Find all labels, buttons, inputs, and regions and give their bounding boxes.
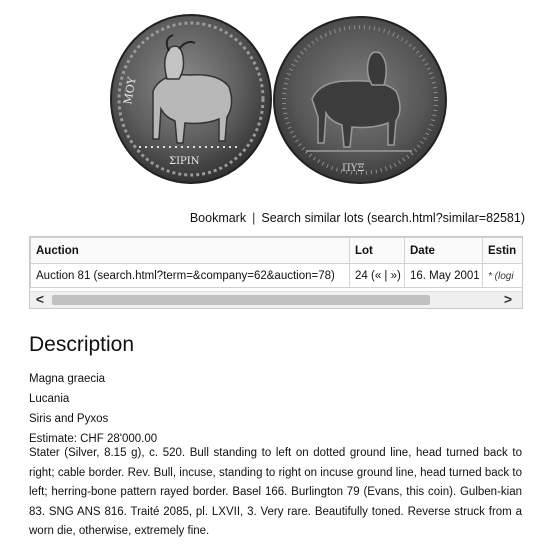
lot-actions bbox=[0, 211, 525, 225]
cell-date: 16. May 2001 bbox=[405, 264, 483, 288]
lot-table bbox=[30, 237, 523, 288]
description-area: Lucania bbox=[29, 393, 70, 405]
scroll-right-icon[interactable]: > bbox=[503, 291, 513, 307]
header-date[interactable]: Date bbox=[405, 238, 483, 264]
estimate-value[interactable]: * (logi bbox=[488, 270, 514, 282]
cell-estimate bbox=[483, 264, 524, 288]
description-text: Stater (Silver, 8.15 g), c. 520. Bull standing to left on dotted ground line, head turned back to right; cable border. Rev. Bull, incuse, standing to right on incuse ground line, head turned back to left; herring-bone pattern rayed border. Basel 166. Burlington 79 (Evans, this coin). Gulben-kian 83. SNG ANS 816. Traité 2085, pl. LXVII, 3. Very rare. Beautifully toned. Reverse struck from a worn die, otherwise, extremely fine. bbox=[29, 447, 522, 537]
scrollbar-thumb[interactable] bbox=[52, 295, 430, 305]
reverse-inscription: ΠΥΞ bbox=[342, 163, 365, 174]
description-meta bbox=[29, 369, 529, 449]
coin-reverse-svg bbox=[272, 15, 448, 185]
horizontal-scrollbar[interactable] bbox=[30, 291, 522, 308]
obverse-inscription: ΜΟΥ bbox=[121, 76, 139, 106]
table-header-row bbox=[31, 238, 524, 264]
scroll-left-icon[interactable]: < bbox=[35, 291, 45, 307]
actions-separator: | bbox=[252, 211, 256, 225]
cell-lot[interactable]: 24 (« | ») bbox=[350, 264, 405, 288]
header-auction[interactable]: Auction bbox=[31, 238, 350, 264]
bookmark-link[interactable]: Bookmark bbox=[189, 211, 247, 225]
obverse-exergue: ΣΙΡΙΝ bbox=[169, 156, 200, 167]
coin-obverse-svg bbox=[109, 13, 273, 185]
header-lot[interactable]: Lot bbox=[350, 238, 405, 264]
coin-reverse-image bbox=[272, 15, 448, 185]
table-row bbox=[31, 264, 524, 288]
search-similar-link[interactable]: Search similar lots (search.html?similar=82581) bbox=[261, 211, 525, 225]
description-region: Magna graecia bbox=[29, 373, 106, 385]
coin-obverse-image bbox=[109, 13, 273, 185]
description-estimate: Estimate: CHF 28'000.00 bbox=[29, 433, 158, 445]
header-estimate[interactable]: Estin bbox=[483, 238, 524, 264]
description-city: Siris and Pyxos bbox=[29, 413, 109, 425]
description-heading: Description bbox=[29, 333, 135, 356]
lot-table-container bbox=[29, 236, 523, 309]
cell-auction[interactable]: Auction 81 (search.html?term=&company=62&auction=78) bbox=[31, 264, 350, 288]
